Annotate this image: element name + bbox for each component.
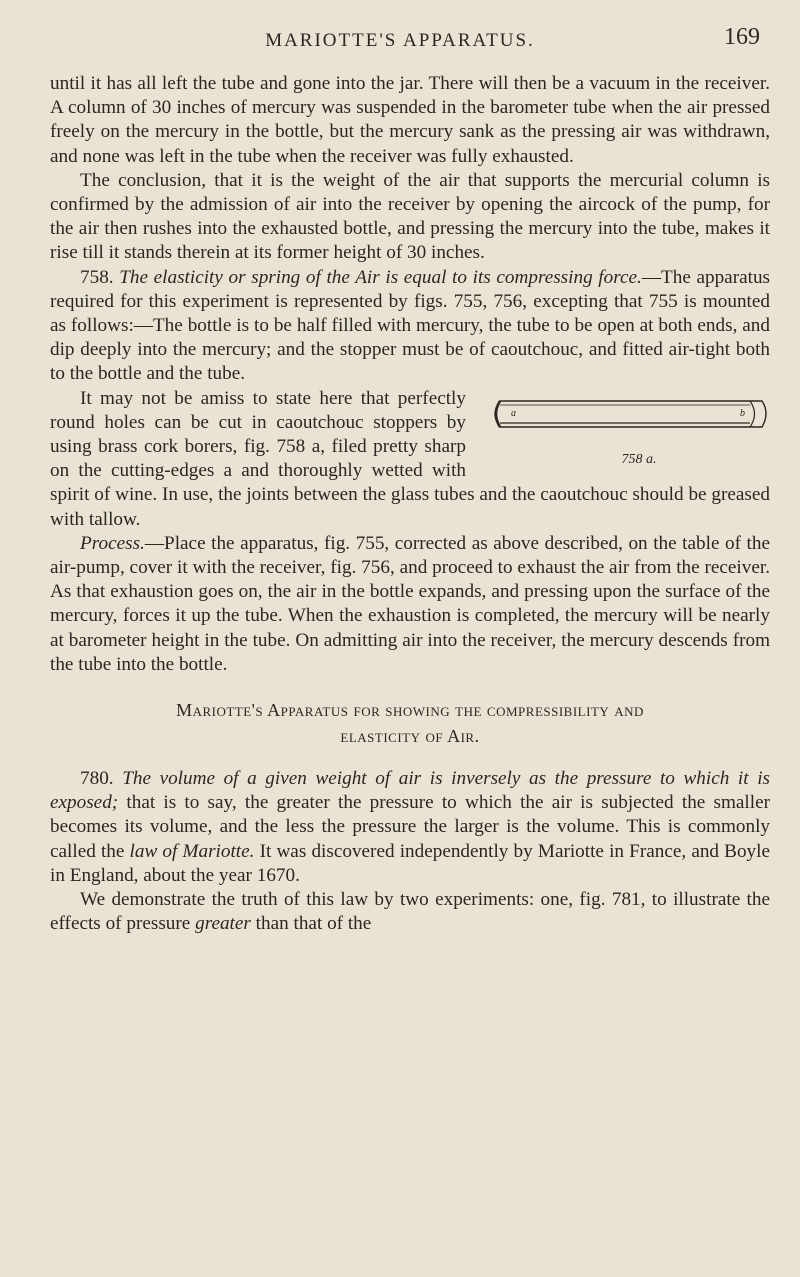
- paragraph-text: We demonstrate the truth of this law by two experiments: one, fig. 781, to illustrate the effects of pressure: [50, 889, 770, 935]
- paragraph-heading: The volume of a given weight of air is inversely as the pressure to which it is exposed;: [50, 768, 770, 814]
- body-text: [50, 72, 770, 937]
- paragraph-text: than that of the: [250, 913, 372, 935]
- figure-label-b: b: [740, 407, 745, 419]
- section-title-line-2: elasticity of Air.: [340, 726, 480, 747]
- running-head: MARIOTTE'S APPARATUS.: [265, 30, 535, 51]
- paragraph-text: —The apparatus required for this experiment is represented by figs. 755, 756, excepting that 755 is mounted as follows:—The bottle is to be half filled with mercury, the tube to be open at both ends, and dip deeply into the mercury; and the stopper must be of caoutchouc, and fitted air-tight both to the bottle and the tube.: [50, 266, 771, 385]
- paragraph-cork-borers: [50, 387, 770, 532]
- paragraph-758: [50, 266, 770, 387]
- paragraph-conclusion: The conclusion, that it is the weight of the air that supports the mercurial column is confirmed by the admission of air into the receiver by opening the aircock of the pump, for the air then rushes into the exhausted bottle, and pressing the mercury into the tube, makes it rise till it stands therein at its former height of 30 inches.: [50, 169, 770, 264]
- paragraph-text: that is to say, the greater the pressure to which the air is subjected the smaller becomes its volume, and the less the pressure the larger is the volume. This is commonly called the: [50, 792, 770, 862]
- section-title: [50, 697, 770, 749]
- paragraph-continued: until it has all left the tube and gone into the jar. There will then be a vacuum in the receiver. A column of 30 inches of mercury was suspended in the barometer tube when the air pressed freely on the mercury in the bottle, but the mercury sank as the pressing air was withdrawn, and none was left in the tube when the receiver was fully exhausted.: [50, 73, 770, 167]
- page-header: [0, 24, 800, 64]
- figure-758a: [478, 393, 770, 469]
- process-label: Process.: [80, 532, 145, 554]
- paragraph-experiments: [50, 888, 770, 936]
- figure-label-a: a: [511, 407, 516, 419]
- figure-caption: 758 a.: [621, 451, 657, 467]
- emphasis-greater: greater: [195, 913, 251, 935]
- cork-borer-illustration: [478, 393, 770, 449]
- paragraph-text: —Place the apparatus, fig. 755, corrected as above described, on the table of the air-pump, cover it with the receiver, fig. 756, and proceed to exhaust the air from the receiver. As that exhaustion goes on, the air in the bottle expands, and pressing upon the surface of the mercury, forces it up the tube. When the exhaustion is completed, the mercury will be nearly at barometer height in the tube. On admitting air into the receiver, the mercury descends from the tube into the bottle.: [50, 532, 770, 675]
- paragraph-780: [50, 767, 770, 888]
- section-title-line-1: Mariotte's Apparatus for showing the compressibility and: [176, 700, 644, 721]
- paragraph-number: 780.: [80, 768, 114, 790]
- paragraph-number: 758.: [80, 266, 114, 288]
- page-number: 169: [724, 24, 760, 50]
- paragraph-text: It may not be amiss to state here that perfectly round holes can be cut in caoutchouc stoppers by using brass cork borers, fig. 758 a, filed pretty sharp on the cutting-edges a and thoroughly wetted with spirit of wine. In use, the joints between the glass tubes and the caoutchouc should be greased with tallow.: [50, 387, 770, 530]
- paragraph-process: [50, 532, 770, 677]
- paragraph-heading: The elasticity or spring of the Air is equal to its compressing force.: [119, 266, 642, 288]
- paragraph-text: It was discovered independently by Mariotte in France, and Boyle in England, about the year 1670.: [50, 840, 770, 886]
- law-name: law of Mariotte.: [129, 840, 255, 862]
